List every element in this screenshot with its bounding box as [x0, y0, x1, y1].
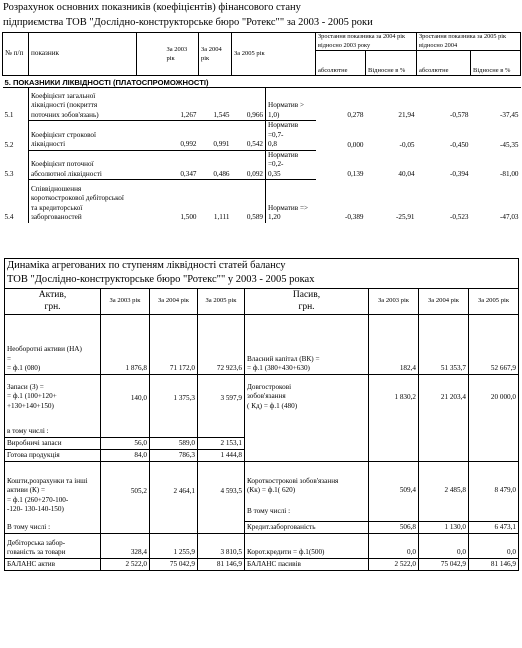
doc1-subtitle: підприємства ТОВ "Дослідно-конструкторське бюро "Ротекс"" за 2003 - 2005 роки — [3, 17, 373, 28]
col-header-abs-2: абсолютне — [417, 51, 471, 76]
value-2003: 1,267 — [165, 88, 199, 121]
norm-text: Норматив =0,2- 0,35 — [266, 150, 316, 180]
assets-noncurrent-label: Необоротні активи (НА) = = ф.1 (080) — [5, 314, 101, 374]
growth-abs-1: 0,278 — [347, 111, 364, 119]
kor-2005: 0,0 — [469, 533, 519, 558]
growth-abs-1: -0,389 — [344, 213, 364, 221]
bp-2005: 81 146,9 — [469, 558, 519, 570]
inventories-label: Запаси (З) = = ф.1 (100+120+ +130+140+150) — [5, 374, 101, 422]
table-row — [3, 88, 521, 121]
col-header-assets-2004: За 2004 рік — [150, 288, 198, 314]
growth-abs-2: -0,578 — [449, 111, 469, 119]
col-header-liabilities: Пасив, грн. — [245, 288, 369, 314]
row-number: 5.3 — [4, 170, 14, 178]
table-row — [5, 461, 519, 521]
col-header-assets-2005: За 2005 рік — [198, 288, 245, 314]
col-header-liab-2003: За 2003 рік — [369, 288, 419, 314]
na-2003: 1 876,8 — [101, 314, 150, 374]
kk-2004: 2 485,8 — [419, 461, 469, 521]
norm-text: Норматив =0,7- 0,8 — [266, 121, 316, 151]
growth-rel-1: 40,04 — [398, 170, 415, 178]
kd-2005: 20 000,0 — [469, 374, 519, 461]
growth-abs-2: -0,523 — [449, 213, 469, 221]
col-header-no: № п/п — [3, 33, 29, 76]
k-2004: 2 464,1 — [150, 461, 198, 521]
table-row — [5, 533, 519, 558]
row-indicator-name: Співвідношення короткострокової дебіторської та кредиторської заборгованостей — [29, 180, 137, 223]
ba-2004: 75 042,9 — [150, 558, 198, 570]
gp-2004: 786,3 — [150, 449, 198, 461]
table-row — [3, 150, 521, 180]
balance-liquidity-table — [4, 258, 519, 571]
vk-2003: 182,4 — [369, 314, 419, 374]
growth-rel-2: -45,35 — [499, 140, 519, 149]
k-2005: 4 593,5 — [198, 461, 245, 521]
dz-2004: 1 255,9 — [150, 533, 198, 558]
kk-2003: 509,4 — [369, 461, 419, 521]
liab-including-label: В тому числі : — [247, 506, 291, 515]
shortterm-liabilities-label: Короткострокові зобов'язання (Кк) = ф.1( 620) В тому числі : — [245, 461, 369, 521]
row-number: 5.4 — [4, 213, 14, 221]
value-2004: 0,486 — [199, 150, 232, 180]
table-row — [5, 374, 519, 422]
growth-rel-1: -0,05 — [399, 140, 415, 149]
value-2003: 0,992 — [165, 121, 199, 151]
kd-2004: 21 203,4 — [419, 374, 469, 461]
dz-2003: 328,4 — [101, 533, 150, 558]
assets-including-label: В тому числі : — [5, 521, 101, 533]
growth-rel-2: -37,45 — [499, 111, 519, 119]
norm-text: Норматив > 1,0) — [266, 88, 316, 121]
vz-2003: 56,0 — [101, 437, 150, 449]
gp-2003: 84,0 — [101, 449, 150, 461]
value-2004: 1,545 — [199, 88, 232, 121]
finished-goods-label: Готова продукція — [5, 449, 101, 461]
col-header-rel-2: Відносне в % — [471, 51, 521, 76]
na-2004: 71 172,0 — [150, 314, 198, 374]
col-header-2004: За 2004 рік — [199, 33, 232, 76]
kz-2005: 6 473,1 — [469, 521, 519, 533]
table-row — [5, 558, 519, 570]
vz-2005: 2 153,1 — [198, 437, 245, 449]
row-indicator-name: Коефіцієнт загальної ліквідності (покриття поточних зобов'язань) — [29, 88, 137, 121]
value-2005: 0,589 — [232, 180, 266, 223]
bp-2003: 2 522,0 — [369, 558, 419, 570]
kk-2005: 8 479,0 — [469, 461, 519, 521]
production-stocks-label: Виробничі запаси — [5, 437, 101, 449]
doc2-subtitle: ТОВ "Дослідно-конструкторське бюро "Ротекс"" у 2003 - 2005 роках — [5, 273, 519, 288]
growth-abs-1: 0,139 — [347, 170, 364, 178]
col-header-2005: За 2005 рік — [232, 33, 316, 76]
z-2005: 3 597,9 — [198, 374, 245, 422]
col-header-liab-2004: За 2004 рік — [419, 288, 469, 314]
ba-2003: 2 522,0 — [101, 558, 150, 570]
value-2003: 1,500 — [165, 180, 199, 223]
balance-liabilities-label: БАЛАНС пасивів — [245, 558, 369, 570]
kor-2004: 0,0 — [419, 533, 469, 558]
vk-2004: 51 353,7 — [419, 314, 469, 374]
receivables-label: Дебіторська забор- гованість за товари — [5, 533, 101, 558]
growth-rel-2: -81,00 — [499, 170, 519, 178]
shortterm-loans-label: Корот.кредити = ф.1(500) — [245, 533, 369, 558]
growth-abs-2: -0,450 — [449, 140, 469, 149]
table-row — [5, 314, 519, 374]
col-header-liab-2005: За 2005 рік — [469, 288, 519, 314]
kor-2003: 0,0 — [369, 533, 419, 558]
col-header-2003: За 2003 рік — [165, 33, 199, 76]
vk-2005: 52 667,9 — [469, 314, 519, 374]
k-2003: 505,2 — [101, 461, 150, 521]
value-2004: 0,991 — [199, 121, 232, 151]
ba-2005: 81 146,9 — [198, 558, 245, 570]
growth-rel-1: 21,94 — [398, 111, 415, 119]
value-2005: 0,092 — [232, 150, 266, 180]
liquidity-ratios-table — [2, 32, 521, 223]
table-row — [5, 521, 519, 533]
value-2004: 1,111 — [199, 180, 232, 223]
row-indicator-name: Коефіцієнт поточної абсолютної ліквідності — [29, 150, 137, 180]
col-header-rel-1: Відносне в % — [366, 51, 417, 76]
section-liquidity: 5. ПОКАЗНИКИ ЛІКВІДНОСТІ (ПЛАТОСПРОМОЖНОСТІ) — [3, 76, 521, 88]
col-header-growth-2005: Зростання показника за 2005 рік відносно 2004 — [417, 33, 521, 51]
norm-text: Норматив => 1,20 — [266, 180, 316, 223]
row-number: 5.2 — [4, 140, 14, 149]
vz-2004: 589,0 — [150, 437, 198, 449]
longterm-liabilities-label: Довгострокові зобов'язання ( Кд) = ф.1 (480) — [245, 374, 369, 461]
including-label: в тому числі : — [5, 422, 101, 437]
col-header-growth-2004: Зростання показника за 2004 рік відносно 2003 року — [316, 33, 417, 51]
kz-2004: 1 130,0 — [419, 521, 469, 533]
growth-abs-2: -0,394 — [449, 170, 469, 178]
kz-2003: 506,8 — [369, 521, 419, 533]
value-2003: 0,347 — [165, 150, 199, 180]
kd-2003: 1 830,2 — [369, 374, 419, 461]
col-header-abs-1: абсолютне — [316, 51, 366, 76]
bp-2004: 75 042,9 — [419, 558, 469, 570]
table-row — [3, 121, 521, 151]
z-2003: 140,0 — [101, 374, 150, 422]
equity-label: Власний капітал (ВК) = = ф.1 (380+430+630) — [245, 314, 369, 374]
growth-rel-2: -47,03 — [499, 213, 519, 221]
value-2005: 0,966 — [232, 88, 266, 121]
dz-2005: 3 810,5 — [198, 533, 245, 558]
doc2-title: Динаміка агрегованих по ступеням ліквідності статей балансу — [5, 259, 519, 274]
growth-abs-1: 0,000 — [347, 140, 364, 149]
col-header-assets: Актив, грн. — [5, 288, 101, 314]
balance-assets-label: БАЛАНС актив — [5, 558, 101, 570]
na-2005: 72 923,6 — [198, 314, 245, 374]
gp-2005: 1 444,8 — [198, 449, 245, 461]
value-2005: 0,542 — [232, 121, 266, 151]
cash-settlements-label: Кошти,розрахунки та інші активи (К) = = ф.1 (260+270-100- -120- 130-140-150) — [5, 461, 101, 521]
row-indicator-name: Коефіцієнт строкової ліквідності — [29, 121, 137, 151]
col-header-assets-2003: За 2003 рік — [101, 288, 150, 314]
doc1-title: Розрахунок основних показників (коефіцієнтів) фінансового стану — [3, 2, 301, 13]
table-row — [3, 180, 521, 223]
row-number: 5.1 — [4, 111, 14, 119]
z-2004: 1 375,3 — [150, 374, 198, 422]
growth-rel-1: -25,91 — [395, 213, 415, 221]
accounts-payable-label: Кредит.заборгованість — [245, 521, 369, 533]
col-header-indicator: показник — [29, 33, 137, 76]
